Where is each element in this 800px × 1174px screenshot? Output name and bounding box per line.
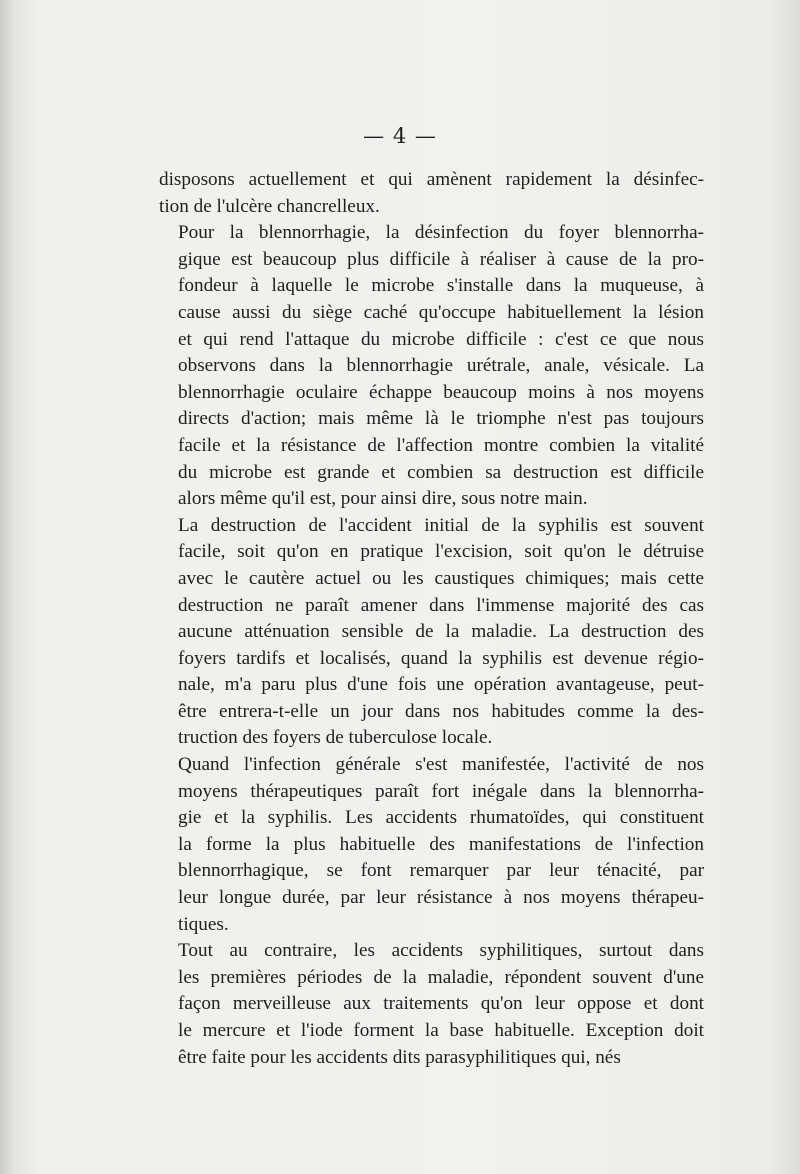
text-line: disposons actuellement et qui amènent rapidement la désinfec- (159, 169, 704, 190)
text-line: avec le cautère actuel ou les caustiques chimiques; mais cette (178, 567, 704, 589)
text-line: les premières périodes de la maladie, répondent souvent d'une (178, 966, 704, 988)
page-number: — 4 — (363, 124, 437, 148)
paragraph (159, 513, 704, 752)
text-line: facile et la résistance de l'affection montre combien la vitalité (178, 434, 704, 456)
text-line: cause aussi du siège caché qu'occupe habituellement la lésion (178, 301, 704, 323)
text-line: tiques. (178, 913, 229, 935)
paragraph (159, 220, 704, 513)
body-text (159, 167, 704, 1071)
text-line: leur longue durée, par leur résistance à nos moyens thérapeu- (178, 887, 704, 909)
text-line: foyers tardifs et localisés, quand la syphilis est devenue régio- (178, 647, 704, 669)
text-line: blennorrhagie oculaire échappe beaucoup moins à nos moyens (178, 381, 704, 403)
text-line: moyens thérapeutiques paraît fort inégale dans la blennorrha- (178, 780, 704, 802)
text-line: directs d'action; mais même là le triomphe n'est pas toujours (178, 408, 704, 430)
text-line: être faite pour les accidents dits parasyphilitiques qui, nés (178, 1046, 621, 1068)
paragraph (159, 938, 704, 1071)
text-line: aucune atténuation sensible de la maladie. La destruction des (178, 621, 704, 643)
text-line: façon merveilleuse aux traitements qu'on leur oppose et dont (178, 993, 704, 1015)
text-line: gie et la syphilis. Les accidents rhumatoïdes, qui constituent (178, 807, 704, 829)
text-line: la forme la plus habituelle des manifestations de l'infection (178, 833, 704, 855)
text-line: destruction ne paraît amener dans l'immense majorité des cas (178, 594, 704, 616)
text-line: Quand l'infection générale s'est manifestée, l'activité de nos (178, 754, 704, 776)
text-line: Pour la blennorrhagie, la désinfection du foyer blennorrha- (178, 222, 704, 244)
text-line: tion de l'ulcère chancrelleux. (159, 195, 380, 217)
text-line: observons dans la blennorrhagie urétrale, anale, vésicale. La (178, 355, 704, 377)
paragraph (159, 167, 704, 220)
text-line: le mercure et l'iode forment la base habituelle. Exception doit (178, 1020, 704, 1041)
text-line: fondeur à laquelle le microbe s'installe dans la muqueuse, à (178, 275, 704, 297)
text-line: truction des foyers de tuberculose locale. (178, 727, 493, 749)
paragraph (159, 752, 704, 938)
text-line: facile, soit qu'on en pratique l'excision, soit qu'on le détruise (178, 541, 704, 563)
text-line: être entrera-t-elle un jour dans nos habitudes comme la des- (178, 700, 704, 722)
text-line: du microbe est grande et combien sa destruction est difficile (178, 461, 704, 483)
text-line: alors même qu'il est, pour ainsi dire, sous notre main. (178, 488, 588, 510)
text-line: gique est beaucoup plus difficile à réaliser à cause de la pro- (178, 248, 704, 270)
text-line: et qui rend l'attaque du microbe difficile : c'est ce que nous (178, 328, 704, 350)
text-line: La destruction de l'accident initial de la syphilis est souvent (178, 514, 704, 536)
text-line: blennorrhagique, se font remarquer par leur ténacité, par (178, 860, 704, 882)
text-line: nale, m'a paru plus d'une fois une opération avantageuse, peut- (178, 674, 704, 696)
text-line: Tout au contraire, les accidents syphilitiques, surtout dans (178, 940, 704, 962)
